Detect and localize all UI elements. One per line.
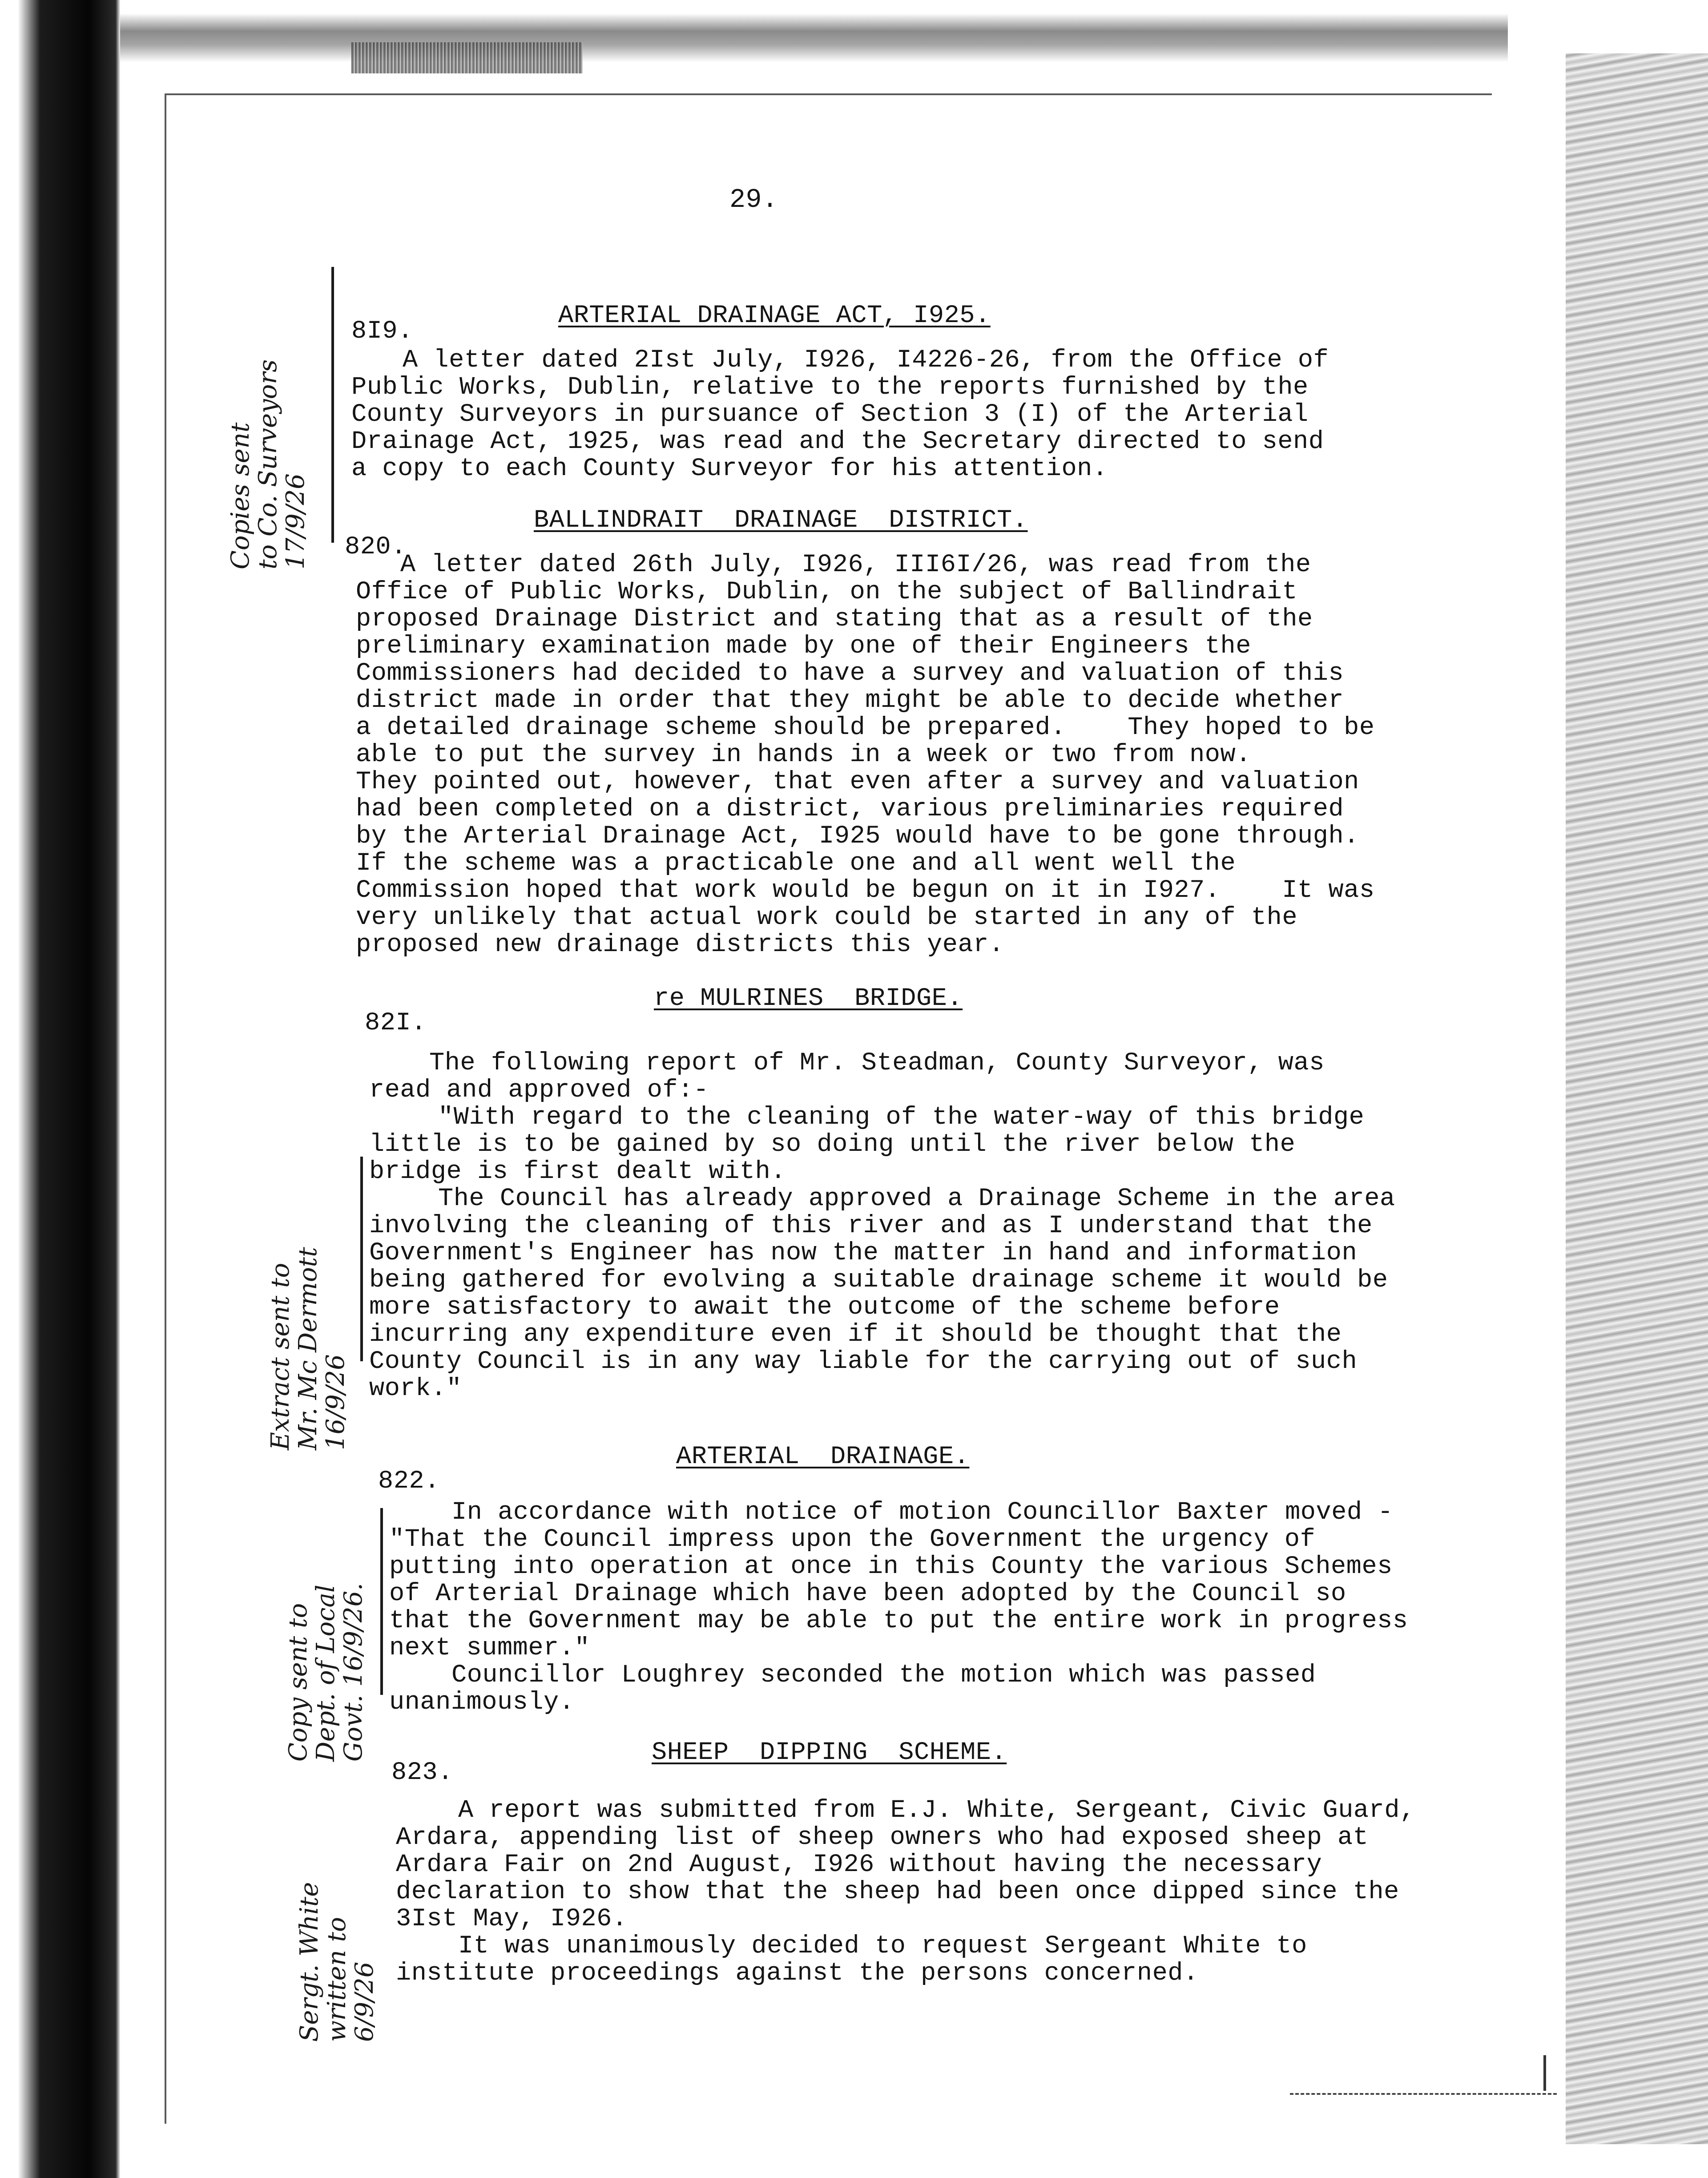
body-line: If the scheme was a practicable one and all went well the xyxy=(356,849,1236,878)
body-line: putting into operation at once in this County the various Schemes xyxy=(389,1553,1393,1581)
body-line: institute proceedings against the persons concerned. xyxy=(396,1959,1199,1988)
body-line: Ardara Fair on 2nd August, I926 without having the necessary xyxy=(396,1851,1322,1879)
body-line: a detailed drainage scheme should be prepared. They hoped to be xyxy=(356,714,1375,742)
body-line: incurring any expenditure even if it should be thought that the xyxy=(369,1320,1342,1349)
body-line: Commissioners had decided to have a survey and valuation of this xyxy=(356,659,1344,688)
scan-shadow-left xyxy=(0,0,120,2178)
section-body xyxy=(369,1050,1395,1403)
page-bottom-edge xyxy=(1290,2093,1557,2097)
body-line: more satisfactory to await the outcome of the scheme before xyxy=(369,1293,1280,1322)
body-line: involving the cleaning of this river and as I understand that the xyxy=(369,1212,1373,1240)
body-line: The following report of Mr. Steadman, County Surveyor, was xyxy=(429,1049,1325,1077)
body-line: unanimously. xyxy=(389,1688,575,1717)
section-body xyxy=(356,552,1375,959)
section-heading: BALLINDRAIT DRAINAGE DISTRICT. xyxy=(534,506,1028,535)
body-line: a copy to each County Surveyor for his attention. xyxy=(351,455,1108,483)
margin-note-copy-sent-dept: Copy sent to Dept. of Local Govt. 16/9/26. xyxy=(284,1583,368,1762)
body-line: Councillor Loughrey seconded the motion which was passed xyxy=(451,1661,1316,1690)
body-line: The Council has already approved a Drainage Scheme in the area xyxy=(438,1185,1395,1213)
body-line: proposed new drainage districts this year. xyxy=(356,931,1004,959)
margin-bracket xyxy=(360,1157,363,1361)
body-line: that the Government may be able to put the entire work in progress xyxy=(389,1607,1408,1635)
margin-note-extract-sent: Extract sent to Mr. Mc Dermott 16/9/26 xyxy=(266,1247,350,1450)
body-line: County Council is in any way liable for the carrying out of such xyxy=(369,1347,1358,1376)
section-heading: ARTERIAL DRAINAGE ACT, I925. xyxy=(558,302,991,330)
minute-number: 822. xyxy=(378,1467,440,1496)
page-number: 29. xyxy=(729,185,778,215)
body-line: "That the Council impress upon the Government the urgency of xyxy=(389,1525,1316,1554)
body-line: had been completed on a district, various preliminaries required xyxy=(356,795,1344,823)
body-line: "With regard to the cleaning of the water-way of this bridge xyxy=(438,1103,1365,1132)
scan-shadow-top xyxy=(120,13,1508,62)
body-line: declaration to show that the sheep had been once dipped since the xyxy=(396,1878,1399,1906)
section-heading: SHEEP DIPPING SCHEME. xyxy=(652,1738,1007,1767)
section-body xyxy=(389,1499,1408,1716)
body-line: Ardara, appending list of sheep owners who had exposed sheep at xyxy=(396,1823,1369,1852)
body-line: County Surveyors in pursuance of Section 3 (I) of the Arterial xyxy=(351,400,1309,429)
body-line: In accordance with notice of motion Councillor Baxter moved - xyxy=(451,1498,1394,1527)
body-line: A report was submitted from E.J. White, Sergeant, Civic Guard, xyxy=(458,1796,1415,1825)
body-line: A letter dated 26th July, I926, III6I/26, was read from the xyxy=(400,551,1311,579)
body-line: It was unanimously decided to request Sergeant White to xyxy=(458,1932,1307,1960)
body-line: Drainage Act, 1925, was read and the Secretary directed to send xyxy=(351,428,1324,456)
scan-shadow-right xyxy=(1566,53,1708,2144)
section-body xyxy=(396,1797,1415,1987)
margin-note-sergt-white: Sergt. White written to 6/9/26 xyxy=(295,1882,379,2042)
body-line: work." xyxy=(369,1375,462,1403)
margin-note-copies-sent: Copies sent to Co. Surveyors 17/9/26 xyxy=(226,359,310,569)
body-line: bridge is first dealt with. xyxy=(369,1158,786,1186)
body-line: 3Ist May, I926. xyxy=(396,1905,628,1933)
body-line: They pointed out, however, that even after a survey and valuation xyxy=(356,768,1359,796)
body-line: Public Works, Dublin, relative to the reports furnished by the xyxy=(351,373,1309,402)
body-line: very unlikely that actual work could be started in any of the xyxy=(356,903,1298,932)
body-line: A letter dated 2Ist July, I926, I4226-26, from the Office of xyxy=(403,346,1329,375)
section-body xyxy=(351,347,1329,483)
body-line: able to put the survey in hands in a week or two from now. xyxy=(356,741,1251,769)
body-line: Commission hoped that work would be begun on it in I927. It was xyxy=(356,876,1375,905)
body-line: proposed Drainage District and stating that as a result of the xyxy=(356,605,1313,633)
section-heading: re MULRINES BRIDGE. xyxy=(654,984,963,1013)
binder-tab xyxy=(351,42,583,73)
body-line: next summer." xyxy=(389,1634,590,1662)
body-line: district made in order that they might be able to decide whether xyxy=(356,686,1344,715)
minute-number: 82I. xyxy=(365,1009,427,1037)
minute-number: 820. xyxy=(345,533,407,561)
margin-bracket xyxy=(380,1508,383,1695)
body-line: by the Arterial Drainage Act, I925 would have to be gone through. xyxy=(356,822,1359,851)
body-line: Office of Public Works, Dublin, on the subject of Ballindrait xyxy=(356,578,1298,606)
body-line: preliminary examination made by one of their Engineers the xyxy=(356,632,1251,661)
minute-number: 8I9. xyxy=(351,317,413,346)
body-line: being gathered for evolving a suitable drainage scheme it would be xyxy=(369,1266,1388,1295)
body-line: of Arterial Drainage which have been adopted by the Council so xyxy=(389,1580,1346,1608)
minute-number: 823. xyxy=(391,1759,453,1787)
body-line: Government's Engineer has now the matter in hand and information xyxy=(369,1239,1358,1267)
section-heading: ARTERIAL DRAINAGE. xyxy=(676,1443,970,1471)
page-bottom-mark xyxy=(1543,2055,1546,2091)
body-line: read and approved of:- xyxy=(369,1076,709,1105)
margin-bracket xyxy=(331,267,334,543)
body-line: little is to be gained by so doing until the river below the xyxy=(369,1130,1296,1159)
